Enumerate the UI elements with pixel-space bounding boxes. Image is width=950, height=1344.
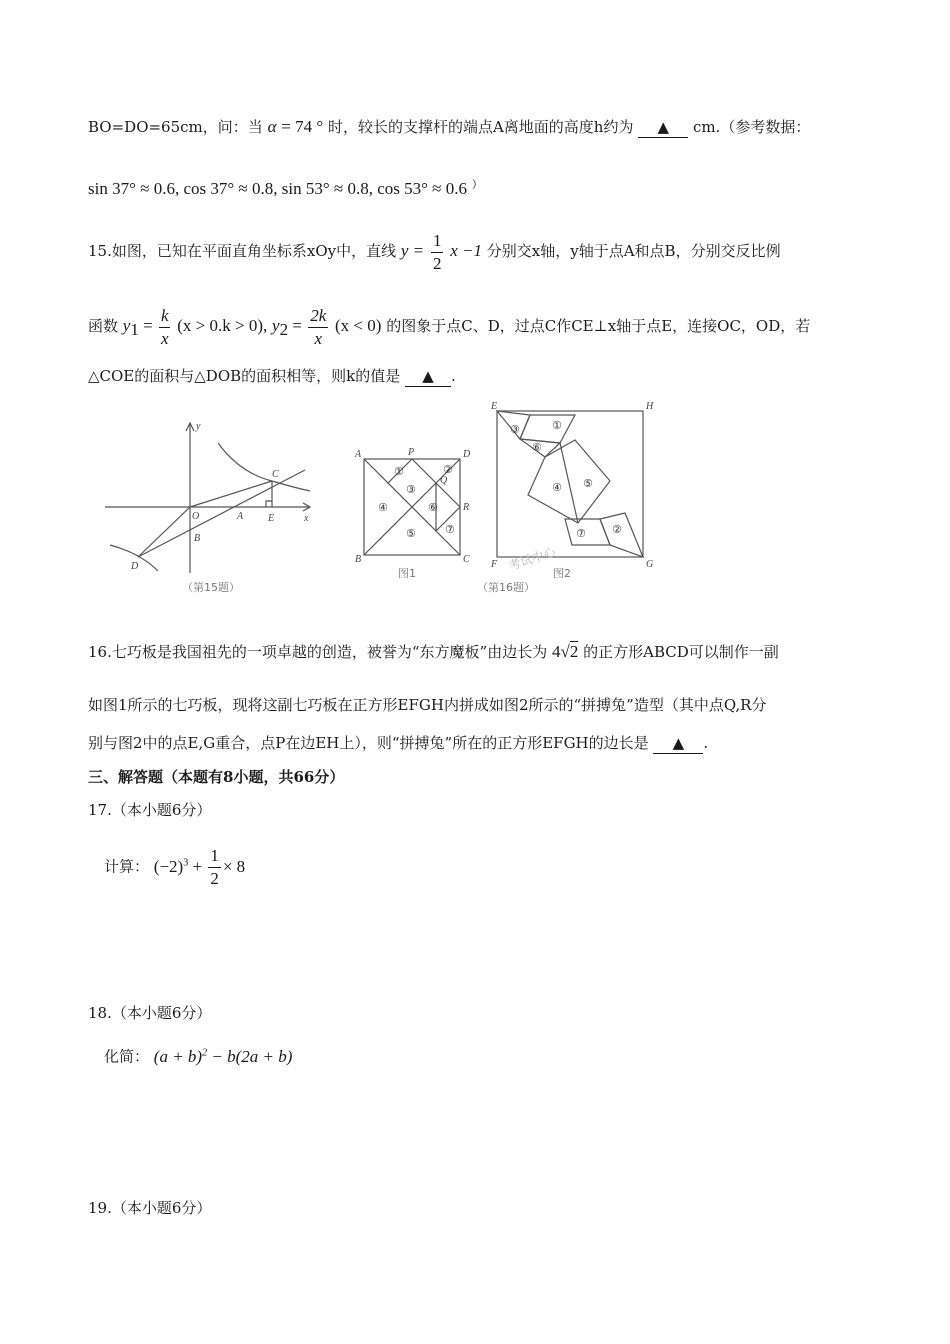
piece-1: ① xyxy=(394,465,404,478)
t1-label-q: Q xyxy=(440,475,448,486)
t1-label-r: R xyxy=(463,502,470,513)
side-length: 4√2 xyxy=(551,642,579,661)
line-eq-rhs: x −1 xyxy=(450,241,482,260)
q16-text-line3: 别与图2中的点E,G重合，点P在边EH上），则“拼搏兔”所在的正方形EFGH的边长是 xyxy=(88,734,649,752)
alpha-symbol: α xyxy=(267,117,277,136)
q16-line3: 别与图2中的点E,G重合，点P在边EH上），则“拼搏兔”所在的正方形EFGH的边长是 ▲ . xyxy=(88,734,709,752)
t1-label-d: D xyxy=(463,449,471,460)
caption-fig1: 图1 xyxy=(398,567,416,580)
label-e: E xyxy=(268,513,275,524)
q15-text-post2: 的图象于点C、D，过点C作CE⊥x轴于点E，连接OC，OD，若 xyxy=(386,317,811,335)
q17-header: 17.（本小题6分） xyxy=(88,801,212,819)
figure-15-graph xyxy=(105,423,310,573)
piece-2: ② xyxy=(443,463,453,476)
triangle-marker: ▲ xyxy=(422,367,434,385)
answer-blank[interactable] xyxy=(405,366,451,387)
q18-label: 化简： xyxy=(104,1047,150,1066)
q15-line1 xyxy=(88,228,781,274)
figures-panel xyxy=(0,395,950,625)
q14-line1 xyxy=(88,117,810,138)
r-piece-5: ⑤ xyxy=(583,477,593,490)
q19-header: 19.（本小题6分） xyxy=(88,1199,212,1217)
caption-fig2: 图2 xyxy=(553,567,571,580)
t2-label-h: H xyxy=(646,401,654,412)
y2-condition: (x < 0) xyxy=(335,316,382,335)
reference-data: sin 37° ≈ 0.6, cos 37° ≈ 0.8, sin 53° ≈ 0.8, cos 53° ≈ 0.6 xyxy=(88,179,468,198)
alpha-value: = 74 ° xyxy=(281,117,324,136)
r-piece-1: ① xyxy=(552,419,562,432)
answer-blank[interactable] xyxy=(638,117,688,138)
r-piece-6: ⑥ xyxy=(532,441,542,454)
q17-label: 计算： xyxy=(104,857,150,876)
q14-text-mid: 时，较长的支撑杆的端点A离地面的高度h约为 xyxy=(327,118,634,136)
segment-od xyxy=(138,507,190,557)
caption-fig16: （第16题） xyxy=(477,581,535,594)
q17-expression: $(-2)^3$ + $\frac{1}{2}$ × 8 xyxy=(153,846,246,889)
y2-symbol: y xyxy=(272,316,280,335)
label-y: y xyxy=(196,421,201,432)
label-c: C xyxy=(272,469,279,480)
q14-line2 xyxy=(88,175,483,199)
q18-header: 18.（本小题6分） xyxy=(88,1004,212,1022)
q16-line2 xyxy=(88,695,766,715)
label-b: B xyxy=(194,533,201,544)
q18-problem xyxy=(104,1038,292,1068)
line-eq-lhs: y = xyxy=(400,241,425,260)
r-piece-4: ④ xyxy=(552,481,562,494)
label-d: D xyxy=(131,561,139,572)
label-o: O xyxy=(192,511,200,522)
t2-label-g: G xyxy=(646,559,654,570)
rabbit-body-split xyxy=(560,443,578,523)
watermark: 考试中心 xyxy=(507,544,558,573)
caption-fig15: （第15题） xyxy=(182,581,240,594)
fraction-2k-over-x: $\frac{2k}{x}$ xyxy=(310,305,327,348)
q14-text-pre: BO=DO=65cm，问：当 xyxy=(88,118,263,136)
q15-text-func: 函数 xyxy=(88,317,119,335)
label-x: x xyxy=(304,513,309,524)
t1-label-c: C xyxy=(463,554,470,565)
q16-text-post: 的正方形ABCD可以制作一副 xyxy=(583,643,779,661)
tangram-line3 xyxy=(412,459,436,483)
r-piece-3: ③ xyxy=(510,423,520,436)
piece-7: ⑦ xyxy=(445,523,455,536)
piece-5: ⑤ xyxy=(406,527,416,540)
triangle-marker: ▲ xyxy=(672,734,685,752)
close-paren: ） xyxy=(471,178,483,191)
q15-text-post: 分别交x轴，y轴于点A和点B，分别交反比例 xyxy=(486,242,781,260)
fraction-k-over-x: $\frac{k}{x}$ xyxy=(160,305,169,348)
y1-condition: (x > 0.k > 0), xyxy=(177,316,268,335)
y1-symbol: y xyxy=(122,316,131,335)
t1-label-b: B xyxy=(355,554,362,565)
right-angle-mark xyxy=(266,501,272,507)
piece-3: ③ xyxy=(406,483,416,496)
piece-6: ⑥ xyxy=(428,501,438,514)
triangle-marker: ▲ xyxy=(657,118,669,136)
q16-text-pre: 16.七巧板是我国祖先的一项卓越的创造，被誉为“东方魔板”由边长为 xyxy=(88,643,548,661)
rabbit-ear-1 xyxy=(520,415,575,443)
fraction-half: $\frac{1}{2}$ xyxy=(432,230,442,273)
rabbit-foot-7 xyxy=(565,519,610,545)
answer-blank[interactable] xyxy=(653,733,703,754)
tangram-diag2 xyxy=(364,483,436,555)
section-heading: 三、解答题（本题有8小题，共66分） xyxy=(88,768,345,786)
q15-text-line3: △COE的面积与△DOB的面积相等，则k的值是 xyxy=(88,367,401,385)
t1-label-a: A xyxy=(355,449,362,460)
q14-text-post: cm.（参考数据： xyxy=(693,118,811,136)
t2-label-e: E xyxy=(491,401,498,412)
q15-line2: 函数 $y_1$ = $\frac{k}{x}$ (x > 0.k > 0), $y_2$ = $\frac{2k}{x}$ (x < 0) 的图象于点C、D，过点C作CE⊥x轴于点E，连接OC，OD，若 xyxy=(88,305,811,348)
piece-4: ④ xyxy=(378,501,388,514)
q16-line1 xyxy=(88,632,779,672)
r-piece-2: ② xyxy=(612,523,622,536)
q17-problem xyxy=(104,838,245,888)
q18-expression: $(a + b)^2 - b(2a + b)$ xyxy=(153,1046,293,1066)
r-piece-7: ⑦ xyxy=(576,527,586,540)
q16-text-line2: 如图1所示的七巧板，现将这副七巧板在正方形EFGH内拼成如图2所示的“拼搏兔”造型（其中点Q,R分 xyxy=(88,696,767,714)
tangram-line4 xyxy=(436,483,460,507)
label-a: A xyxy=(237,511,244,522)
q15-text-pre: 15.如图，已知在平面直角坐标系xOy中，直线 xyxy=(88,242,397,260)
t1-label-p: P xyxy=(408,447,415,458)
t2-label-f: F xyxy=(491,559,498,570)
q15-line3: △COE的面积与△DOB的面积相等，则k的值是 ▲ . xyxy=(88,367,456,385)
